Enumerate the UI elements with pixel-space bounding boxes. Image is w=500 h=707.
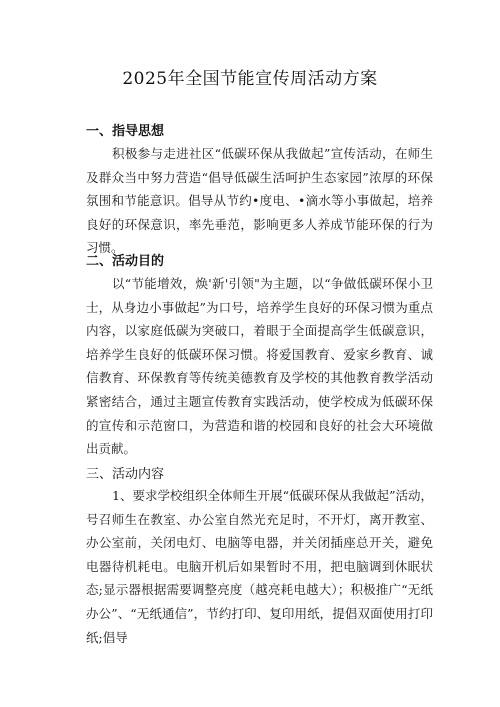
- section-heading-activity-purpose: 二、活动目的: [86, 254, 165, 269]
- section-heading-guiding-ideology: 一、指导思想: [86, 124, 165, 139]
- section-body-activity-content: 1、要求学校组织全体师生开展“低碳环保从我做起”活动，号召师生在教室、办公室自然光充足时，不开灯，离开教室、办公室前，关闭电灯、电脑等电器，并关闭插座总开关，避免电器待机耗电。电脑开机后如果暂时不用，把电脑调到休眠状态;显示器根据需要调整亮度（越亮耗电越大）；积极推广“无纸办公”、“无纸通信”，节约打印、复印用纸，提倡双面使用打印纸;倡导: [86, 488, 433, 645]
- section-heading-activity-content: 三、活动内容: [86, 467, 165, 482]
- section-body-guiding-ideology: 积极参与走进社区“低碳环保从我做起”宣传活动，在师生及群众当中努力营造“倡导低碳生活呵护生态家园”浓厚的环保氛围和节能意识。倡导从节约•度电、•滴水等小事做起，培养良好的环保意识，率先垂范，影响更多人养成节能环保的行为习惯。: [86, 146, 433, 256]
- section-body-activity-purpose: 以“节能增效，焕'新'引领"为主题，以“争做低碳环保小卫士，从身边小事做起”为口号，培养学生良好的环保习惯为重点内容，以家庭低碳为突破口，着眼于全面提高学生低碳意识，培养学生良好的低碳环保习惯。将爱国教育、爱家乡教育、诚信教育、环保教育等传统美德教育及学校的其他教育教学活动紧密结合，通过主题宣传教育实践活动，使学校成为低碳环保的宣传和示范窗口，为营造和谐的校园和良好的社会大环境做出贡献。: [86, 276, 433, 457]
- document-title: 2025年全国节能宣传周活动方案: [122, 69, 378, 89]
